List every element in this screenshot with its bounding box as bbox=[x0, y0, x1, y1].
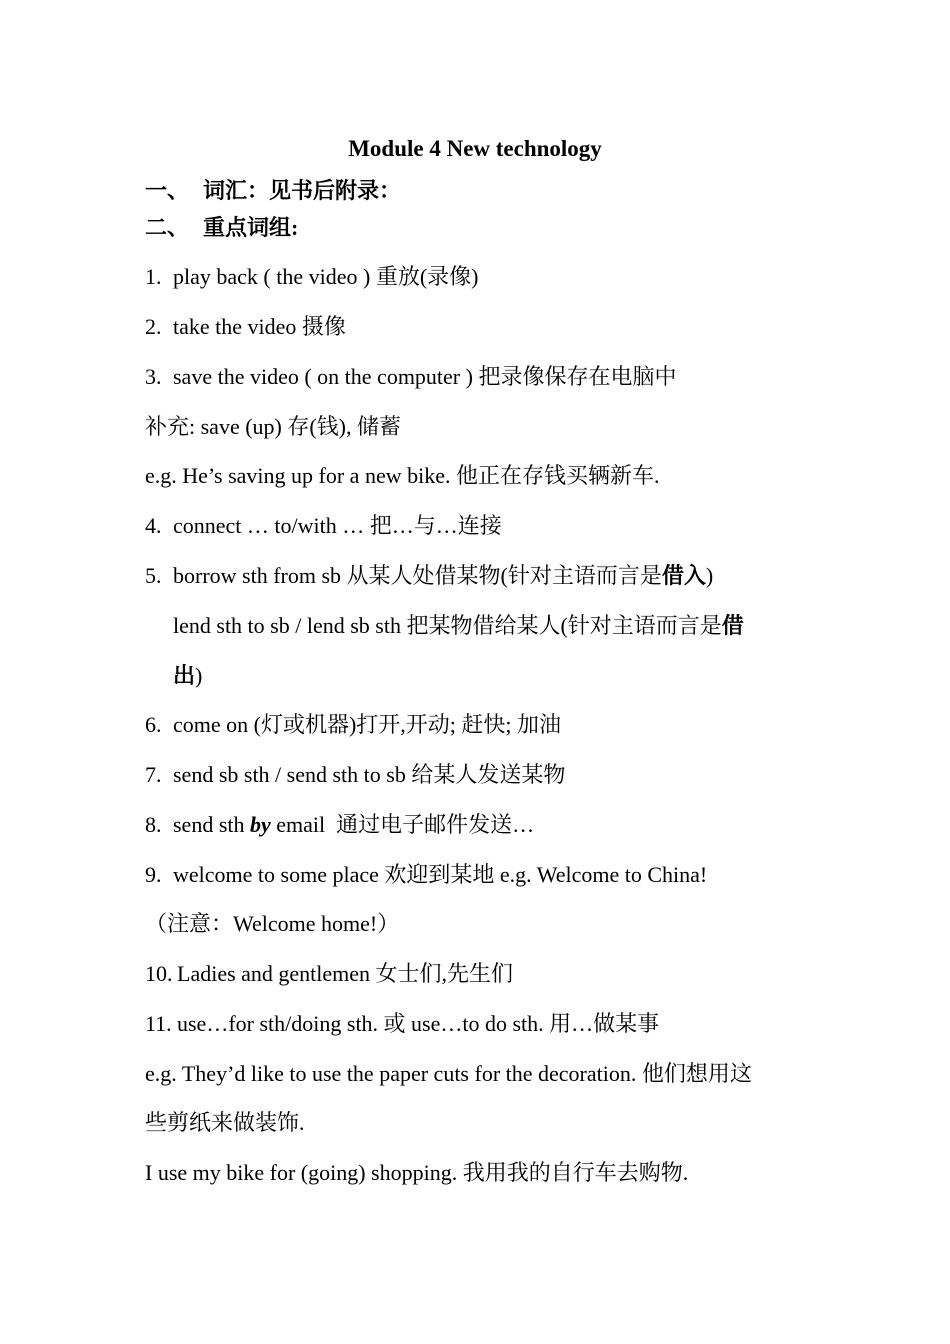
list-item bbox=[145, 1007, 659, 1038]
note-line: （注意：Welcome home!） bbox=[145, 911, 400, 936]
item-number: 4. bbox=[145, 513, 162, 538]
item-text: come on (灯或机器)打开,开动; 赶快; 加油 bbox=[173, 712, 562, 737]
item-text: email 通过电子邮件发送… bbox=[270, 812, 535, 837]
list-item bbox=[145, 708, 561, 739]
list-item-continuation bbox=[173, 609, 744, 640]
list-item bbox=[145, 509, 502, 540]
section-heading: 重点词组: bbox=[203, 215, 299, 240]
item-text: play back ( the video ) 重放(录像) bbox=[173, 264, 479, 289]
emphasis-text: 借 bbox=[721, 613, 744, 638]
item-number: 10. bbox=[145, 961, 173, 986]
item-text: borrow sth from sb 从某人处借某物(针对主语而言是 bbox=[173, 563, 662, 588]
item-number: 3. bbox=[145, 364, 162, 389]
list-item bbox=[145, 858, 707, 889]
emphasis-text: 出 bbox=[173, 663, 196, 688]
example-line: e.g. He’s saving up for a new bike. 他正在存钱买辆新车. bbox=[145, 463, 660, 488]
example-line: I use my bike for (going) shopping. 我用我的自行车去购物. bbox=[145, 1160, 689, 1185]
section-key-phrases bbox=[145, 211, 298, 242]
item-text: Ladies and gentlemen 女士们,先生们 bbox=[177, 961, 514, 986]
item-text: welcome to some place 欢迎到某地 e.g. Welcome to China! bbox=[173, 862, 708, 887]
section-marker: 二、 bbox=[145, 215, 190, 240]
supplement-line: 补充: save (up) 存(钱), 储蓄 bbox=[145, 414, 402, 439]
list-item-continuation bbox=[173, 659, 202, 690]
item-number: 1. bbox=[145, 264, 162, 289]
example-line: 些剪纸来做装饰. bbox=[145, 1110, 305, 1135]
list-item bbox=[145, 758, 565, 789]
example-line: e.g. They’d like to use the paper cuts for the decoration. 他们想用这 bbox=[145, 1061, 752, 1086]
list-item bbox=[145, 559, 713, 590]
item-text: connect … to/with … 把…与…连接 bbox=[173, 513, 502, 538]
list-item bbox=[145, 957, 513, 988]
item-text: save the video ( on the computer ) 把录像保存在电脑中 bbox=[173, 364, 677, 389]
page-title: Module 4 New technology bbox=[348, 136, 602, 161]
item-number: 11. bbox=[145, 1011, 172, 1036]
list-item bbox=[145, 260, 478, 291]
item-text: ) bbox=[195, 663, 203, 688]
item-text: use…for sth/doing sth. 或 use…to do sth. 用…做某事 bbox=[177, 1011, 660, 1036]
item-number: 7. bbox=[145, 762, 162, 787]
list-item bbox=[145, 808, 534, 839]
list-item bbox=[145, 360, 676, 391]
section-marker: 一、 bbox=[145, 178, 190, 203]
item-number: 9. bbox=[145, 862, 162, 887]
emphasis-text: by bbox=[250, 812, 271, 837]
item-text: ) bbox=[705, 563, 714, 588]
item-text: send sb sth / send sth to sb 给某人发送某物 bbox=[173, 762, 566, 787]
section-heading: 词汇：见书后附录： bbox=[203, 178, 402, 203]
item-number: 8. bbox=[145, 812, 162, 837]
emphasis-text: 借入 bbox=[661, 563, 706, 588]
item-number: 2. bbox=[145, 314, 162, 339]
item-text: send sth bbox=[173, 812, 250, 837]
section-vocabulary bbox=[145, 174, 401, 205]
item-text: take the video 摄像 bbox=[173, 314, 346, 339]
list-item bbox=[145, 310, 346, 341]
item-number: 6. bbox=[145, 712, 162, 737]
item-text: lend sth to sb / lend sb sth 把某物借给某人(针对主语而言是 bbox=[173, 613, 722, 638]
item-number: 5. bbox=[145, 563, 162, 588]
